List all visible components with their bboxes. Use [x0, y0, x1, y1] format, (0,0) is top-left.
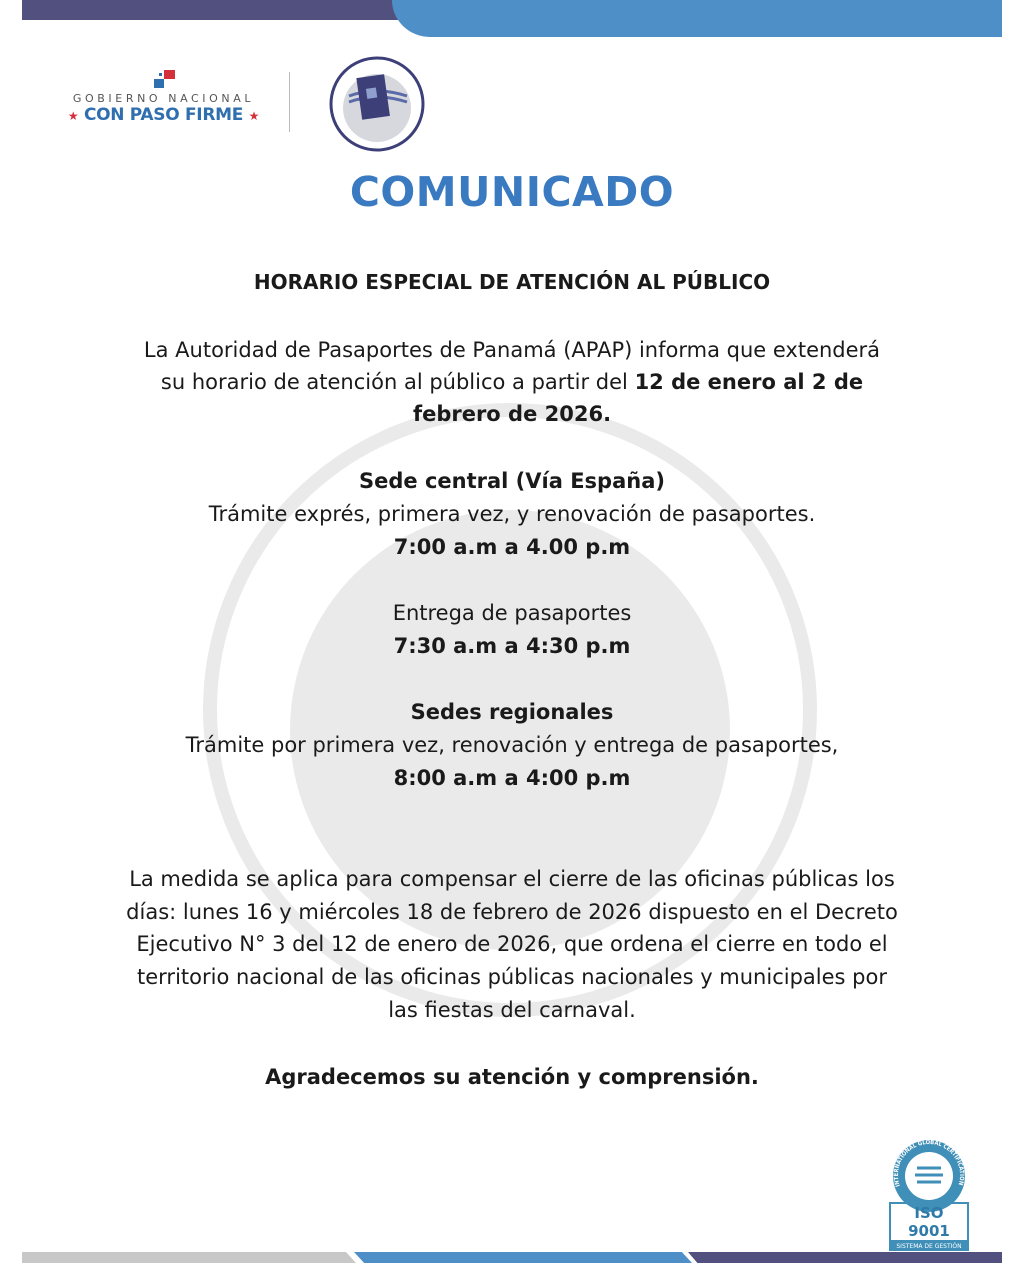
bottom-bar-blue: [354, 1252, 692, 1263]
regional-heading: Sedes regionales: [410, 700, 614, 724]
bottom-bar-dark: [688, 1252, 1002, 1263]
intro-line3: febrero de 2026.: [412, 402, 612, 426]
subtitle: HORARIO ESPECIAL DE ATENCIÓN AL PÚBLICO: [253, 270, 771, 294]
delivery-hours: 7:30 a.m a 4:30 p.m: [393, 634, 631, 658]
top-bar-blue: [392, 0, 1002, 37]
top-bar-dark: [22, 0, 442, 20]
closing: Agradecemos su atención y comprensión.: [265, 1065, 759, 1089]
central-desc: Trámite exprés, primera vez, y renovación de pasaportes.: [208, 502, 816, 526]
intro-line2: su horario de atención al público a partir del: [160, 370, 635, 394]
measure-line: Ejecutivo N° 3 del 12 de enero de 2026, que ordena el cierre en todo el: [136, 932, 888, 956]
delivery-label: Entrega de pasaportes: [392, 601, 632, 625]
gov-line1: GOBIERNO NACIONAL: [72, 92, 255, 105]
measure-line: días: lunes 16 y miércoles 18 de febrero de 2026 dispuesto en el Decreto: [126, 900, 898, 924]
regional-hours: 8:00 a.m a 4:00 p.m: [393, 766, 631, 790]
regional-desc: Trámite por primera vez, renovación y entrega de pasaportes,: [185, 733, 839, 757]
gobierno-nacional-logo: [56, 70, 271, 130]
panama-flag-icon: [151, 70, 177, 88]
iso-top-text: INTERNATIONAL GLOBAL CERTIFICATION: [892, 1138, 966, 1188]
star-icon: ★: [67, 109, 79, 123]
apap-seal-logo: [327, 56, 427, 152]
bottom-bar-gray: [22, 1252, 356, 1263]
measure-line: La medida se aplica para compensar el cierre de las oficinas públicas los: [129, 867, 895, 891]
intro-line1: La Autoridad de Pasaportes de Panamá (APAP) informa que extenderá: [143, 338, 881, 362]
star-icon: ★: [248, 109, 260, 123]
central-heading: Sede central (Vía España): [359, 469, 665, 493]
iso-label: ISO 9001: [889, 1202, 969, 1242]
measure-line: territorio nacional de las oficinas públicas nacionales y municipales por: [137, 965, 887, 989]
iso-sub: SISTEMA DE GESTIÓN: [889, 1242, 969, 1251]
logo-divider: [289, 72, 290, 132]
iso-globe-icon: [889, 1138, 969, 1198]
measure-line: las fiestas del carnaval.: [388, 998, 636, 1022]
central-hours: 7:00 a.m a 4.00 p.m: [393, 535, 631, 559]
iso-9001-badge: [889, 1138, 969, 1251]
intro-dates: 12 de enero al 2 de: [634, 370, 864, 394]
gov-line2: CON PASO FIRME: [83, 105, 244, 125]
page-title: COMUNICADO: [349, 168, 675, 216]
